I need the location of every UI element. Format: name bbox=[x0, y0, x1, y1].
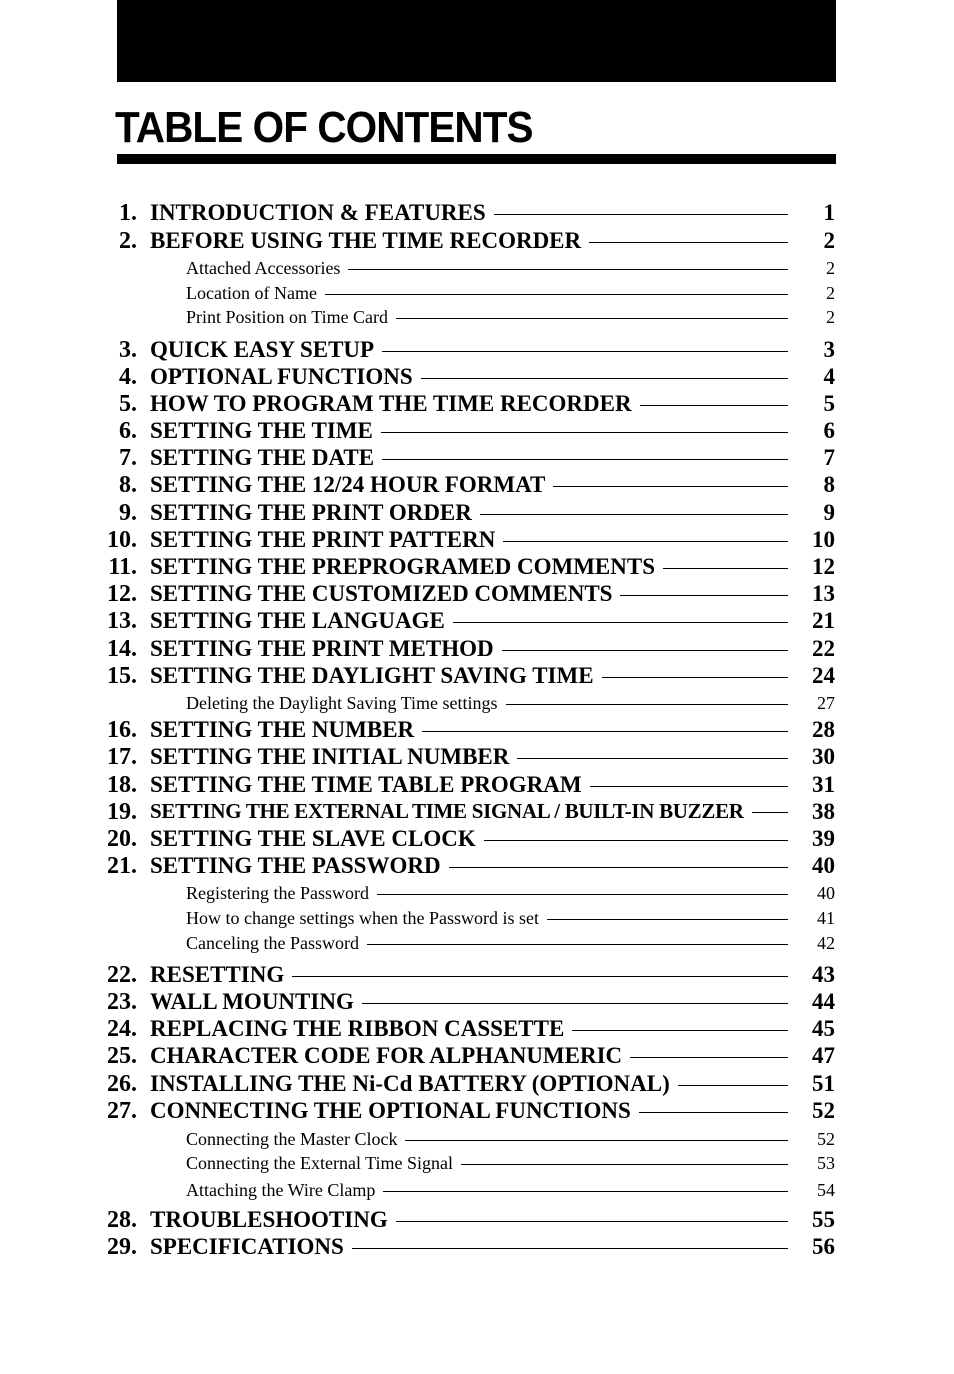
toc-entry-number: 25. bbox=[107, 1043, 137, 1069]
toc-entry bbox=[0, 962, 954, 990]
toc-entry-label: CHARACTER CODE FOR ALPHANUMERIC bbox=[150, 1043, 623, 1068]
leader-line bbox=[461, 1164, 788, 1165]
leader-line bbox=[383, 1191, 788, 1192]
leader-line bbox=[292, 976, 788, 977]
toc-entry-page: 40 bbox=[817, 883, 835, 903]
toc-entry-label: SETTING THE PREPROGRAMED COMMENTS bbox=[150, 554, 655, 579]
leader-line bbox=[630, 1057, 788, 1058]
leader-line bbox=[553, 486, 788, 487]
leader-line bbox=[517, 758, 788, 759]
toc-entry-label: QUICK EASY SETUP bbox=[150, 337, 375, 362]
toc-entry-number: 21. bbox=[107, 853, 137, 879]
toc-entry bbox=[0, 826, 954, 854]
leader-line bbox=[502, 650, 788, 651]
toc-entry-page: 27 bbox=[817, 693, 835, 713]
toc-entry-page: 3 bbox=[823, 337, 835, 362]
leader-line bbox=[348, 269, 788, 270]
toc-entry-page: 52 bbox=[817, 1129, 835, 1149]
leader-line bbox=[367, 944, 788, 945]
leader-line bbox=[589, 242, 788, 243]
leader-line bbox=[362, 1003, 788, 1004]
toc-entry-page: 52 bbox=[812, 1098, 835, 1123]
page-title: TABLE OF CONTENTS bbox=[115, 103, 533, 152]
toc-entry-label: SETTING THE PRINT PATTERN bbox=[150, 527, 496, 552]
toc-entry-number: 24. bbox=[107, 1016, 137, 1042]
toc-entry-number: 15. bbox=[107, 663, 137, 689]
toc-entry bbox=[0, 1016, 954, 1044]
toc-entry bbox=[0, 258, 954, 280]
toc-entry bbox=[0, 1234, 954, 1262]
leader-line bbox=[620, 595, 788, 596]
toc-entry-page: 2 bbox=[826, 258, 835, 278]
toc-entry-label: INSTALLING THE Ni-Cd BATTERY (OPTIONAL) bbox=[150, 1071, 670, 1096]
toc-entry bbox=[0, 799, 954, 827]
toc-entry bbox=[0, 1180, 954, 1202]
leader-line bbox=[381, 432, 788, 433]
toc-entry bbox=[0, 364, 954, 392]
toc-entry-label: BEFORE USING THE TIME RECORDER bbox=[150, 228, 582, 253]
toc-entry-label: REPLACING THE RIBBON CASSETTE bbox=[150, 1016, 565, 1041]
toc-entry-page: 22 bbox=[812, 636, 835, 661]
toc-entry-page: 45 bbox=[812, 1016, 835, 1041]
toc-entry bbox=[0, 908, 954, 930]
toc-entry-number: 27. bbox=[107, 1098, 137, 1124]
toc-entry bbox=[0, 337, 954, 365]
toc-entry-number: 20. bbox=[107, 826, 137, 852]
toc-entry bbox=[0, 663, 954, 691]
toc-entry-label: SETTING THE TIME TABLE PROGRAM bbox=[150, 772, 582, 797]
toc-entry-number: 23. bbox=[107, 989, 137, 1015]
toc-entry bbox=[0, 472, 954, 500]
toc-entry-page: 24 bbox=[812, 663, 835, 688]
toc-entry-page: 5 bbox=[823, 391, 835, 416]
toc-entry bbox=[0, 608, 954, 636]
toc-entry-number: 14. bbox=[107, 636, 137, 662]
toc-entry-page: 2 bbox=[826, 283, 835, 303]
toc-entry-number: 9. bbox=[119, 500, 137, 526]
toc-entry bbox=[0, 933, 954, 955]
toc-entry-page: 21 bbox=[812, 608, 835, 633]
toc-entry bbox=[0, 500, 954, 528]
toc-entry-label: SETTING THE CUSTOMIZED COMMENTS bbox=[150, 581, 613, 606]
toc-entry bbox=[0, 1207, 954, 1235]
leader-line bbox=[453, 622, 788, 623]
toc-entry bbox=[0, 283, 954, 305]
toc-entry-label: Location of Name bbox=[186, 283, 317, 303]
toc-entry-label: SETTING THE DAYLIGHT SAVING TIME bbox=[150, 663, 594, 688]
toc-entry-label: Deleting the Daylight Saving Time settings bbox=[186, 693, 498, 713]
toc-entry bbox=[0, 307, 954, 329]
toc-entry bbox=[0, 554, 954, 582]
toc-entry-page: 9 bbox=[823, 500, 835, 525]
leader-line bbox=[480, 514, 788, 515]
leader-line bbox=[572, 1030, 788, 1031]
toc-entry-label: SPECIFICATIONS bbox=[150, 1234, 344, 1259]
toc-entry-page: 30 bbox=[812, 744, 835, 769]
toc-entry-page: 1 bbox=[823, 200, 835, 225]
toc-entry-number: 10. bbox=[107, 527, 137, 553]
toc-entry bbox=[0, 228, 954, 256]
toc-entry-label: WALL MOUNTING bbox=[150, 989, 354, 1014]
leader-line bbox=[678, 1085, 788, 1086]
toc-entry-label: Attaching the Wire Clamp bbox=[186, 1180, 376, 1200]
toc-entry-page: 51 bbox=[812, 1071, 835, 1096]
toc-entry bbox=[0, 693, 954, 715]
toc-entry-page: 55 bbox=[812, 1207, 835, 1232]
leader-line bbox=[663, 568, 788, 569]
toc-entry-page: 8 bbox=[823, 472, 835, 497]
toc-entry-number: 1. bbox=[119, 200, 137, 226]
leader-line bbox=[547, 919, 788, 920]
toc-entry-label: SETTING THE PRINT ORDER bbox=[150, 500, 472, 525]
toc-entry bbox=[0, 772, 954, 800]
toc-entry-label: Registering the Password bbox=[186, 883, 369, 903]
leader-line bbox=[396, 1221, 788, 1222]
leader-line bbox=[382, 351, 788, 352]
toc-entry-label: SETTING THE SLAVE CLOCK bbox=[150, 826, 476, 851]
toc-entry bbox=[0, 391, 954, 419]
toc-entry-label: Connecting the Master Clock bbox=[186, 1129, 398, 1149]
toc-entry-number: 16. bbox=[107, 717, 137, 743]
toc-entry-number: 6. bbox=[119, 418, 137, 444]
toc-entry-label: SETTING THE LANGUAGE bbox=[150, 608, 445, 633]
toc-entry bbox=[0, 1071, 954, 1099]
toc-entry-label: SETTING THE TIME bbox=[150, 418, 373, 443]
toc-entry-page: 53 bbox=[817, 1153, 835, 1173]
leader-line bbox=[422, 731, 788, 732]
toc-entry-number: 13. bbox=[107, 608, 137, 634]
toc-entry-page: 2 bbox=[826, 307, 835, 327]
toc-entry-label: INTRODUCTION & FEATURES bbox=[150, 200, 486, 225]
toc-entry-label: Print Position on Time Card bbox=[186, 307, 389, 327]
toc-entry-page: 4 bbox=[823, 364, 835, 389]
toc-entry-page: 42 bbox=[817, 933, 835, 953]
toc-entry-label: SETTING THE NUMBER bbox=[150, 717, 415, 742]
leader-line bbox=[639, 1112, 788, 1113]
toc-entry bbox=[0, 200, 954, 228]
leader-line bbox=[352, 1248, 788, 1249]
toc-entry-page: 41 bbox=[817, 908, 835, 928]
toc-entry-label: Connecting the External Time Signal bbox=[186, 1153, 453, 1173]
toc-entry-page: 40 bbox=[812, 853, 835, 878]
toc-entry bbox=[0, 636, 954, 664]
toc-entry-page: 28 bbox=[812, 717, 835, 742]
leader-line bbox=[484, 840, 788, 841]
toc-entry-number: 2. bbox=[119, 228, 137, 254]
toc-entry-page: 12 bbox=[812, 554, 835, 579]
toc-entry bbox=[0, 883, 954, 905]
toc-entry-label: TROUBLESHOOTING bbox=[150, 1207, 388, 1232]
toc-entry-label: SETTING THE 12/24 HOUR FORMAT bbox=[150, 472, 546, 497]
toc-entry-page: 10 bbox=[812, 527, 835, 552]
leader-line bbox=[421, 378, 788, 379]
toc-entry-number: 12. bbox=[107, 581, 137, 607]
leader-line bbox=[503, 541, 788, 542]
toc-entry bbox=[0, 1043, 954, 1071]
toc-entry bbox=[0, 744, 954, 772]
toc-entry-label: How to change settings when the Password is set bbox=[186, 908, 539, 928]
toc-entry-page: 38 bbox=[812, 799, 835, 824]
toc-entry-number: 3. bbox=[119, 337, 137, 363]
toc-entry-page: 31 bbox=[812, 772, 835, 797]
toc-entry-page: 2 bbox=[823, 228, 835, 253]
toc-entry-number: 7. bbox=[119, 445, 137, 471]
leader-line bbox=[449, 867, 788, 868]
leader-line bbox=[494, 214, 788, 215]
leader-line bbox=[405, 1140, 788, 1141]
toc-entry-label: SETTING THE PASSWORD bbox=[150, 853, 441, 878]
leader-line bbox=[325, 294, 788, 295]
toc-entry-label: SETTING THE EXTERNAL TIME SIGNAL / BUILT-IN BUZZER bbox=[150, 799, 744, 823]
toc-entry-page: 39 bbox=[812, 826, 835, 851]
toc-entry-page: 54 bbox=[817, 1180, 835, 1200]
toc-entry-label: OPTIONAL FUNCTIONS bbox=[150, 364, 413, 389]
leader-line bbox=[396, 318, 788, 319]
toc-entry-number: 28. bbox=[107, 1207, 137, 1233]
toc-entry bbox=[0, 581, 954, 609]
toc-entry-label: RESETTING bbox=[150, 962, 285, 987]
leader-line bbox=[590, 786, 788, 787]
leader-line bbox=[602, 677, 788, 678]
toc-entry-number: 8. bbox=[119, 472, 137, 498]
toc-entry-page: 13 bbox=[812, 581, 835, 606]
toc-entry-number: 5. bbox=[119, 391, 137, 417]
toc-entry-number: 26. bbox=[107, 1071, 137, 1097]
toc-entry-label: SETTING THE PRINT METHOD bbox=[150, 636, 494, 661]
toc-entry bbox=[0, 418, 954, 446]
toc-entry-number: 19. bbox=[107, 799, 137, 825]
toc-entry-page: 56 bbox=[812, 1234, 835, 1259]
toc-entry bbox=[0, 1153, 954, 1175]
toc-entry bbox=[0, 445, 954, 473]
toc-entry bbox=[0, 989, 954, 1017]
toc-entry bbox=[0, 1098, 954, 1126]
toc-entry-number: 29. bbox=[107, 1234, 137, 1260]
toc-entry-label: Canceling the Password bbox=[186, 933, 359, 953]
toc-entry-label: Attached Accessories bbox=[186, 258, 341, 278]
toc-entry bbox=[0, 853, 954, 881]
toc-entry bbox=[0, 717, 954, 745]
leader-line bbox=[506, 704, 789, 705]
toc-entry-page: 7 bbox=[823, 445, 835, 470]
toc-entry-label: HOW TO PROGRAM THE TIME RECORDER bbox=[150, 391, 632, 416]
leader-line bbox=[752, 812, 788, 813]
toc-entry-page: 43 bbox=[812, 962, 835, 987]
toc-entry-number: 22. bbox=[107, 962, 137, 988]
toc-entry bbox=[0, 527, 954, 555]
toc-entry-number: 17. bbox=[107, 744, 137, 770]
toc-entry-number: 4. bbox=[119, 364, 137, 390]
leader-line bbox=[640, 405, 788, 406]
toc-entry-number: 11. bbox=[108, 554, 137, 580]
toc-entry-number: 18. bbox=[107, 772, 137, 798]
toc-entry-label: SETTING THE DATE bbox=[150, 445, 375, 470]
toc-entry-page: 6 bbox=[823, 418, 835, 443]
toc-entry-page: 44 bbox=[812, 989, 835, 1014]
toc-entry bbox=[0, 1129, 954, 1151]
leader-line bbox=[377, 894, 788, 895]
leader-line bbox=[382, 459, 788, 460]
toc-entry-page: 47 bbox=[812, 1043, 835, 1068]
toc-entry-label: CONNECTING THE OPTIONAL FUNCTIONS bbox=[150, 1098, 631, 1123]
toc-entry-label: SETTING THE INITIAL NUMBER bbox=[150, 744, 510, 769]
